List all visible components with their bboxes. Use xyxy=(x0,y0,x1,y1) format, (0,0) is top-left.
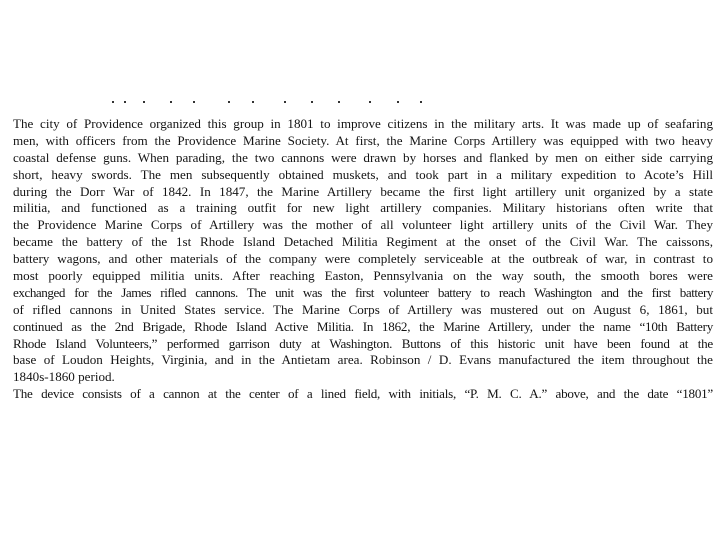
text-line: continued as the 2nd Brigade, Rhode Island Active Militia. In 1862, the Marine Artillery, under the name “10th Battery xyxy=(13,318,713,334)
text-line: became the battery of the 1st Rhode Island Detached Militia Regiment at the onset of the Civil War. The caissons, xyxy=(13,234,713,250)
text-line: exchanged for the James rifled cannons. The unit was the first volunteer battery to reach Washington and the first battery xyxy=(13,284,713,300)
text-line: The city of Providence organized this group in 1801 to improve citizens in the military arts. It was made up of seafaring xyxy=(13,116,713,131)
text-line: short, heavy swords. The men subsequently obtained muskets, and took part in a military expedition to Acote’s Hill xyxy=(13,166,713,182)
text-line: 1840s-1860 period. xyxy=(13,369,115,385)
text-line: coastal defense guns. When parading, the two cannons were drawn by horses and flanked by men on either side carrying xyxy=(13,149,713,165)
device-description: The device consists of a cannon at the center of a lined field, with initials, “P. M. C. A.” above, and the date “1801” xyxy=(13,386,713,402)
text-line: battery wagons, and other materials of the company were completely serviceable at the outbreak of war, in contrast to xyxy=(13,251,713,267)
text-line: base of Loudon Heights, Virginia, and in the Antietam area. Robinson / D. Evans manufactured the item throughout the xyxy=(13,352,713,368)
text-line: militia, and functioned as a training outfit for new light artillery companies. Military historians often write that xyxy=(13,200,713,216)
text-line: most poorly equipped militia units. After reaching Easton, Pennsylvania on the way south, the smooth bores were xyxy=(13,268,713,284)
text-line: men, with officers from the Providence Marine Society. At first, the Marine Corps Artillery was equipped with two heavy xyxy=(13,132,713,148)
text-line: during the Dorr War of 1842. In 1847, the Marine Artillery became the first light artillery unit organized by a state xyxy=(13,183,713,199)
history-text xyxy=(13,116,713,403)
cut-off-text-line xyxy=(112,101,422,104)
text-line: Rhode Island Volunteers,” performed garrison duty at Washington. Buttons of this historic unit have been found at the xyxy=(13,335,713,351)
text-line: of rifled cannons in United States service. The Marine Corps of Artillery was mustered out on August 6, 1861, but xyxy=(13,301,713,317)
text-line: the Providence Marine Corps of Artillery was the mother of all volunteer light artillery units of the Civil War. They xyxy=(13,217,713,233)
